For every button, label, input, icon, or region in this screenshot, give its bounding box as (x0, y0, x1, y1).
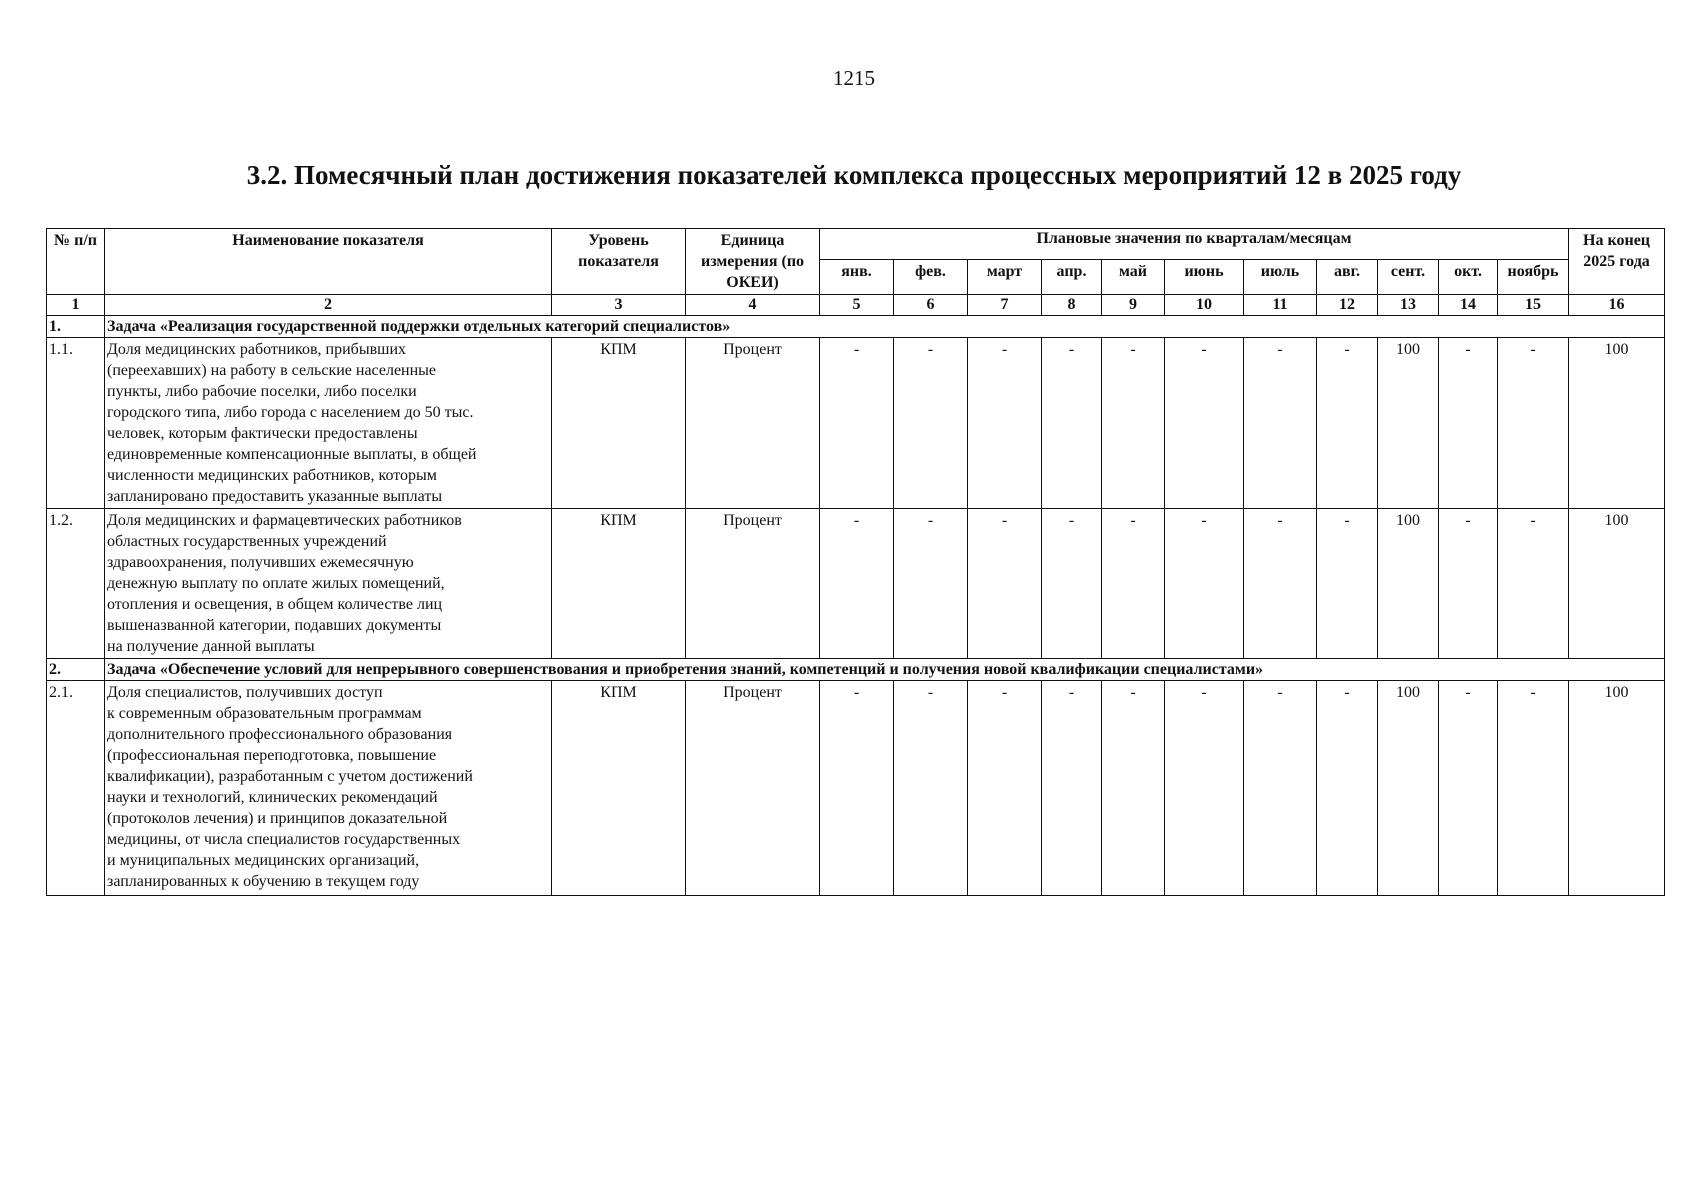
month-value: - (820, 338, 894, 509)
indicator-plan-table (46, 228, 1665, 896)
month-value: - (1498, 338, 1569, 509)
indicator-name-line: к современным образовательным программам (107, 705, 422, 722)
month-value: - (1498, 509, 1569, 659)
header-plan: Плановые значения по кварталам/месяцам (820, 229, 1569, 260)
indicator-name-line: (профессиональная переподготовка, повышение (107, 747, 437, 764)
indicator-name-line: медицины, от числа специалистов государственных (107, 831, 461, 848)
indicator-name-line: запланировано предоставить указанные выплаты (107, 488, 443, 505)
month-value: - (1042, 509, 1102, 659)
indicator-name (105, 338, 552, 509)
header-end: На конец 2025 года (1569, 229, 1665, 295)
column-number: 8 (1042, 295, 1102, 316)
task-number: 1. (47, 316, 105, 338)
indicator-name-line: и муниципальных медицинских организаций, (107, 852, 420, 869)
header-num: № п/п (47, 229, 105, 295)
month-value: - (820, 681, 894, 896)
indicator-name-line: вышеназванной категории, подавших документы (107, 617, 442, 634)
month-value: - (1102, 338, 1165, 509)
indicator-row (47, 509, 1665, 659)
month-value: - (1165, 338, 1244, 509)
month-value: - (1439, 509, 1498, 659)
header-month: авг. (1317, 259, 1378, 294)
indicator-unit: Процент (686, 338, 820, 509)
column-number: 12 (1317, 295, 1378, 316)
header-month: ноябрь (1498, 259, 1569, 294)
month-value: - (894, 681, 968, 896)
month-value: 100 (1378, 338, 1439, 509)
month-value: - (1165, 681, 1244, 896)
month-value: - (820, 509, 894, 659)
month-value: - (1042, 338, 1102, 509)
indicator-name-line: науки и технологий, клинических рекомендаций (107, 789, 438, 806)
indicator-name-line: единовременные компенсационные выплаты, в общей (107, 446, 477, 463)
header-month: июль (1244, 259, 1317, 294)
indicator-number: 1.2. (47, 509, 105, 659)
indicator-name-line: человек, которым фактически предоставлены (107, 425, 418, 442)
month-value: - (1244, 681, 1317, 896)
column-number: 15 (1498, 295, 1569, 316)
month-value: - (1102, 681, 1165, 896)
page-number: 1215 (833, 66, 875, 90)
indicator-row (47, 338, 1665, 509)
header-month: окт. (1439, 259, 1498, 294)
indicator-name-line: численности медицинских работников, которым (107, 467, 437, 484)
task-row (47, 316, 1665, 338)
indicator-name-line: отопления и освещения, в общем количестве лиц (107, 596, 443, 613)
task-title: Задача «Реализация государственной поддержки отдельных категорий специалистов» (105, 316, 1665, 338)
column-number: 11 (1244, 295, 1317, 316)
header-month: март (968, 259, 1042, 294)
indicator-name (105, 509, 552, 659)
month-value: - (1439, 338, 1498, 509)
indicator-name-line: Доля специалистов, получивших доступ (107, 684, 383, 701)
indicator-level: КПМ (552, 338, 686, 509)
header-row-top (47, 229, 1665, 260)
year-end-value: 100 (1569, 509, 1665, 659)
header-month: июнь (1165, 259, 1244, 294)
indicator-name-line: (переехавших) на работу в сельские населенные (107, 362, 437, 379)
indicator-number: 2.1. (47, 681, 105, 896)
header-month: май (1102, 259, 1165, 294)
month-value: - (1244, 338, 1317, 509)
month-value: - (1102, 509, 1165, 659)
month-value: - (1498, 681, 1569, 896)
month-value: - (894, 338, 968, 509)
month-value: - (1317, 681, 1378, 896)
month-value: - (1244, 509, 1317, 659)
column-number: 14 (1439, 295, 1498, 316)
month-value: - (968, 509, 1042, 659)
header-month: сент. (1378, 259, 1439, 294)
year-end-value: 100 (1569, 338, 1665, 509)
indicator-unit: Процент (686, 509, 820, 659)
month-value: - (1165, 509, 1244, 659)
header-month: янв. (820, 259, 894, 294)
year-end-value: 100 (1569, 681, 1665, 896)
month-value: - (1317, 509, 1378, 659)
indicator-name-line: квалификации), разработанным с учетом достижений (107, 768, 473, 785)
indicator-name-line: (протоколов лечения) и принципов доказательной (107, 810, 448, 827)
header-level: Уровень показателя (552, 229, 686, 295)
month-value: - (1317, 338, 1378, 509)
month-value: - (968, 338, 1042, 509)
task-number: 2. (47, 659, 105, 681)
column-number: 5 (820, 295, 894, 316)
indicator-name-line: запланированных к обучению в текущем году (107, 873, 420, 890)
column-number: 2 (105, 295, 552, 316)
column-number: 3 (552, 295, 686, 316)
indicator-name-line: Доля медицинских и фармацевтических работников (107, 512, 462, 529)
indicator-unit: Процент (686, 681, 820, 896)
indicator-name (105, 681, 552, 896)
indicator-name-line: областных государственных учреждений (107, 533, 387, 550)
column-number: 16 (1569, 295, 1665, 316)
indicator-row (47, 681, 1665, 896)
indicator-name-line: денежную выплату по оплате жилых помещений, (107, 575, 445, 592)
header-unit: Единица измерения (по ОКЕИ) (686, 229, 820, 295)
month-value: - (894, 509, 968, 659)
column-number: 4 (686, 295, 820, 316)
column-number: 9 (1102, 295, 1165, 316)
indicator-name-line: на получение данной выплаты (107, 638, 315, 655)
column-number: 13 (1378, 295, 1439, 316)
month-value: 100 (1378, 509, 1439, 659)
indicator-level: КПМ (552, 509, 686, 659)
task-row (47, 659, 1665, 681)
header-month: апр. (1042, 259, 1102, 294)
month-value: - (1439, 681, 1498, 896)
header-month: фев. (894, 259, 968, 294)
indicator-name-line: городского типа, либо города с населением до 50 тыс. (107, 404, 474, 421)
header-name: Наименование показателя (105, 229, 552, 295)
column-number: 7 (968, 295, 1042, 316)
month-value: - (1042, 681, 1102, 896)
indicator-name-line: пункты, либо рабочие поселки, либо поселки (107, 383, 417, 400)
column-number-row (47, 295, 1665, 316)
indicator-level: КПМ (552, 681, 686, 896)
indicator-name-line: дополнительного профессионального образования (107, 726, 453, 743)
indicator-number: 1.1. (47, 338, 105, 509)
month-value: 100 (1378, 681, 1439, 896)
column-number: 1 (47, 295, 105, 316)
column-number: 6 (894, 295, 968, 316)
indicator-name-line: здравоохранения, получивших ежемесячную (107, 554, 414, 571)
task-title: Задача «Обеспечение условий для непрерывного совершенствования и приобретения знаний, компетенций и получения новой квалификации специалистами» (105, 659, 1665, 681)
indicator-name-line: Доля медицинских работников, прибывших (107, 341, 407, 358)
column-number: 10 (1165, 295, 1244, 316)
page-title: 3.2. Помесячный план достижения показателей комплекса процессных мероприятий 12 в 2025 году (246, 160, 1462, 190)
month-value: - (968, 681, 1042, 896)
